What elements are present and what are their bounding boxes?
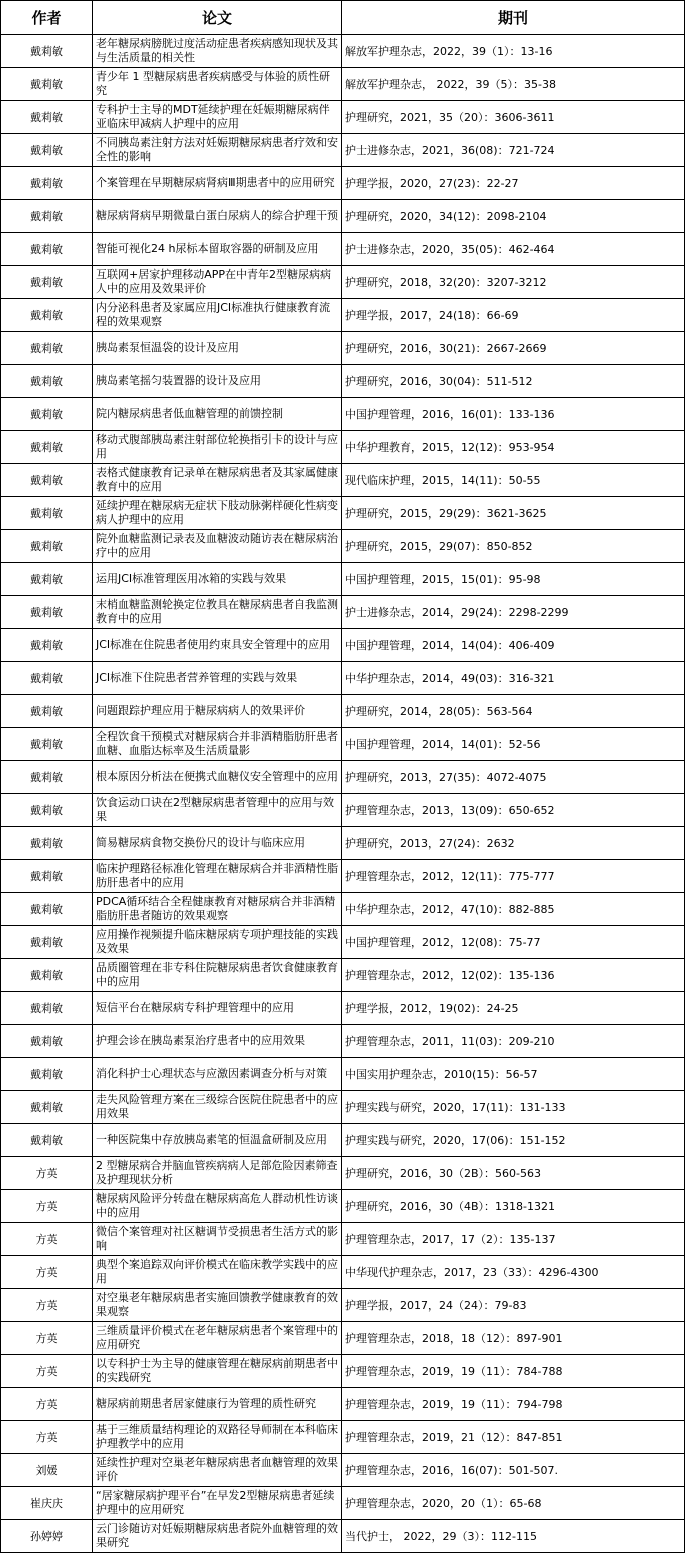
title-cell: 对空巢老年糖尿病患者实施回馈教学健康教育的效果观察 [93, 1289, 342, 1322]
title-cell: 胰岛素泵恒温袋的设计及应用 [93, 332, 342, 365]
journal-cell: 护理管理杂志，2012，12(02)：135-136 [342, 959, 685, 992]
author-cell: 戴莉敏 [1, 794, 93, 827]
journal-cell: 护士进修杂志，2014，29(24)：2298-2299 [342, 596, 685, 629]
author-cell: 戴莉敏 [1, 563, 93, 596]
journal-cell: 护理研究，2018，32(20)：3207-3212 [342, 266, 685, 299]
title-cell: 临床护理路径标准化管理在糖尿病合并非酒精性脂肪肝患者中的应用 [93, 860, 342, 893]
title-cell: 品质圈管理在非专科住院糖尿病患者饮食健康教育中的应用 [93, 959, 342, 992]
table-row [1, 1355, 685, 1388]
author-cell: 戴莉敏 [1, 200, 93, 233]
journal-cell: 当代护士， 2022，29（3）：112-115 [342, 1520, 685, 1553]
title-cell: 问题跟踪护理应用于糖尿病病人的效果评价 [93, 695, 342, 728]
journal-cell: 护理研究，2014，28(05)：563-564 [342, 695, 685, 728]
author-cell: 方英 [1, 1157, 93, 1190]
author-cell: 戴莉敏 [1, 959, 93, 992]
table-row [1, 959, 685, 992]
table-row [1, 695, 685, 728]
title-cell: 糖尿病前期患者居家健康行为管理的质性研究 [93, 1388, 342, 1421]
journal-cell: 护理管理杂志，2016，16(07)：501-507. [342, 1454, 685, 1487]
table-row [1, 1322, 685, 1355]
journal-cell: 护理研究，2020，34(12)：2098-2104 [342, 200, 685, 233]
author-cell: 戴莉敏 [1, 662, 93, 695]
author-cell: 方英 [1, 1355, 93, 1388]
author-cell: 方英 [1, 1223, 93, 1256]
table-row [1, 1190, 685, 1223]
author-cell: 戴莉敏 [1, 893, 93, 926]
author-cell: 戴莉敏 [1, 1058, 93, 1091]
author-cell: 戴莉敏 [1, 431, 93, 464]
title-cell: JCI标准在住院患者使用约束具安全管理中的应用 [93, 629, 342, 662]
table-row [1, 860, 685, 893]
journal-cell: 护理学报，2020，27(23)：22-27 [342, 167, 685, 200]
journal-cell: 解放军护理杂志，2022，39（1）：13-16 [342, 35, 685, 68]
title-cell: 表格式健康教育记录单在糖尿病患者及其家属健康教育中的应用 [93, 464, 342, 497]
author-cell: 戴莉敏 [1, 596, 93, 629]
table-row [1, 926, 685, 959]
journal-cell: 护理研究，2016，30(04)：511-512 [342, 365, 685, 398]
table-row [1, 1256, 685, 1289]
author-cell: 戴莉敏 [1, 992, 93, 1025]
table-row [1, 299, 685, 332]
title-cell: 护理会诊在胰岛素泵治疗患者中的应用效果 [93, 1025, 342, 1058]
journal-cell: 中国护理管理，2014，14(01)：52-56 [342, 728, 685, 761]
title-cell: 应用操作视频提升临床糖尿病专项护理技能的实践及效果 [93, 926, 342, 959]
table-row [1, 134, 685, 167]
journal-cell: 护理实践与研究，2020，17(11)：131-133 [342, 1091, 685, 1124]
journal-cell: 中华护理教育，2015，12(12)：953-954 [342, 431, 685, 464]
table-row [1, 1421, 685, 1454]
journal-cell: 护士进修杂志，2021，36(08)：721-724 [342, 134, 685, 167]
author-cell: 方英 [1, 1256, 93, 1289]
title-cell: 智能可视化24 h尿标本留取容器的研制及应用 [93, 233, 342, 266]
journal-cell: 护理管理杂志，2018，18（12）：897-901 [342, 1322, 685, 1355]
table-row [1, 794, 685, 827]
title-cell: 简易糖尿病食物交换份尺的设计与临床应用 [93, 827, 342, 860]
journal-cell: 护理管理杂志，2013，13(09)：650-652 [342, 794, 685, 827]
journal-cell: 中华护理杂志，2012，47(10)：882-885 [342, 893, 685, 926]
journal-cell: 护理研究，2015，29(07)：850-852 [342, 530, 685, 563]
table-row [1, 728, 685, 761]
table-row [1, 563, 685, 596]
title-cell: 基于三维质量结构理论的双路径导师制在本科临床护理教学中的应用 [93, 1421, 342, 1454]
journal-cell: 护理管理杂志，2019，21（12）：847-851 [342, 1421, 685, 1454]
title-cell: 运用JCI标准管理医用冰箱的实践与效果 [93, 563, 342, 596]
table-row [1, 167, 685, 200]
journal-cell: 中国实用护理杂志，2010(15)：56-57 [342, 1058, 685, 1091]
author-cell: 戴莉敏 [1, 860, 93, 893]
journal-cell: 护理研究，2015，29(29)：3621-3625 [342, 497, 685, 530]
table-row [1, 761, 685, 794]
table-row [1, 398, 685, 431]
author-cell: 孙婷婷 [1, 1520, 93, 1553]
table-row [1, 365, 685, 398]
journal-cell: 护理管理杂志，2020，20（1）：65-68 [342, 1487, 685, 1520]
title-cell: 根本原因分析法在便携式血糖仪安全管理中的应用 [93, 761, 342, 794]
table-row [1, 101, 685, 134]
title-cell: 院外血糖监测记录表及血糖波动随访表在糖尿病治疗中的应用 [93, 530, 342, 563]
title-cell: 胰岛素笔摇匀装置器的设计及应用 [93, 365, 342, 398]
header-title: 论文 [93, 1, 342, 35]
table-row [1, 992, 685, 1025]
author-cell: 戴莉敏 [1, 35, 93, 68]
author-cell: 戴莉敏 [1, 761, 93, 794]
author-cell: 戴莉敏 [1, 233, 93, 266]
title-cell: 延续护理在糖尿病无症状下肢动脉粥样硬化性病变病人护理中的应用 [93, 497, 342, 530]
header-author: 作者 [1, 1, 93, 35]
table-row [1, 1025, 685, 1058]
title-cell: JCI标准下住院患者营养管理的实践与效果 [93, 662, 342, 695]
title-cell: 延续性护理对空巢老年糖尿病患者血糖管理的效果评价 [93, 1454, 342, 1487]
title-cell: 消化科护士心理状态与应激因素调查分析与对策 [93, 1058, 342, 1091]
title-cell: 内分泌科患者及家属应用JCI标准执行健康教育流程的效果观察 [93, 299, 342, 332]
table-row [1, 233, 685, 266]
author-cell: 刘媛 [1, 1454, 93, 1487]
table-row [1, 1124, 685, 1157]
table-row [1, 1157, 685, 1190]
journal-cell: 中国护理管理，2015，15(01)：95-98 [342, 563, 685, 596]
author-cell: 戴莉敏 [1, 68, 93, 101]
author-cell: 戴莉敏 [1, 1025, 93, 1058]
title-cell: 老年糖尿病膀胱过度活动症患者疾病感知现状及其与生活质量的相关性 [93, 35, 342, 68]
journal-cell: 护理研究，2016，30(21)：2667-2669 [342, 332, 685, 365]
author-cell: 方英 [1, 1190, 93, 1223]
author-cell: 方英 [1, 1289, 93, 1322]
title-cell: 云门诊随访对妊娠期糖尿病患者院外血糖管理的效果研究 [93, 1520, 342, 1553]
header-journal: 期刊 [342, 1, 685, 35]
title-cell: 专科护士主导的MDT延续护理在妊娠期糖尿病伴亚临床甲减病人护理中的应用 [93, 101, 342, 134]
author-cell: 戴莉敏 [1, 926, 93, 959]
journal-cell: 护理管理杂志，2019，19（11）：794-798 [342, 1388, 685, 1421]
title-cell: 典型个案追踪双向评价模式在临床教学实践中的应用 [93, 1256, 342, 1289]
author-cell: 戴莉敏 [1, 629, 93, 662]
table-row [1, 1388, 685, 1421]
title-cell: 院内糖尿病患者低血糖管理的前馈控制 [93, 398, 342, 431]
journal-cell: 中华现代护理杂志，2017，23（33）：4296-4300 [342, 1256, 685, 1289]
author-cell: 戴莉敏 [1, 1091, 93, 1124]
journal-cell: 护理学报，2012，19(02)：24-25 [342, 992, 685, 1025]
title-cell: 移动式腹部胰岛素注射部位轮换指引卡的设计与应用 [93, 431, 342, 464]
title-cell: 饮食运动口诀在2型糖尿病患者管理中的应用与效果 [93, 794, 342, 827]
journal-cell: 护理研究，2013，27(35)：4072-4075 [342, 761, 685, 794]
journal-cell: 护士进修杂志，2020，35(05)：462-464 [342, 233, 685, 266]
journal-cell: 中华护理杂志，2014，49(03)：316-321 [342, 662, 685, 695]
title-cell: 不同胰岛素注射方法对妊娠期糖尿病患者疗效和安全性的影响 [93, 134, 342, 167]
journal-cell: 中国护理管理，2012，12(08)：75-77 [342, 926, 685, 959]
title-cell: 三维质量评价模式在老年糖尿病患者个案管理中的应用研究 [93, 1322, 342, 1355]
journal-cell: 护理研究，2021，35（20）：3606-3611 [342, 101, 685, 134]
journal-cell: 护理实践与研究，2020，17(06)：151-152 [342, 1124, 685, 1157]
table-row [1, 893, 685, 926]
title-cell: 糖尿病肾病早期微量白蛋白尿病人的综合护理干预 [93, 200, 342, 233]
author-cell: 戴莉敏 [1, 134, 93, 167]
author-cell: 戴莉敏 [1, 530, 93, 563]
title-cell: 互联网+居家护理移动APP在中青年2型糖尿病病人中的应用及效果评价 [93, 266, 342, 299]
author-cell: 戴莉敏 [1, 365, 93, 398]
author-cell: 方英 [1, 1388, 93, 1421]
title-cell: 一种医院集中存放胰岛素笔的恒温盒研制及应用 [93, 1124, 342, 1157]
table-row [1, 332, 685, 365]
title-cell: 全程饮食干预模式对糖尿病合并非酒精脂肪肝患者血糖、血脂达标率及生活质量影 [93, 728, 342, 761]
title-cell: 青少年 1 型糖尿病患者疾病感受与体验的质性研究 [93, 68, 342, 101]
title-cell: 糖尿病风险评分转盘在糖尿病高危人群动机性访谈中的应用 [93, 1190, 342, 1223]
author-cell: 戴莉敏 [1, 332, 93, 365]
title-cell: 微信个案管理对社区糖调节受损患者生活方式的影响 [93, 1223, 342, 1256]
table-row [1, 1091, 685, 1124]
table-body [1, 35, 685, 1553]
table-row [1, 1058, 685, 1091]
author-cell: 戴莉敏 [1, 266, 93, 299]
journal-cell: 解放军护理杂志， 2022，39（5）：35-38 [342, 68, 685, 101]
table-row [1, 1520, 685, 1553]
title-cell: “居家糖尿病护理平台”在早发2型糖尿病患者延续护理中的应用研究 [93, 1487, 342, 1520]
table-row [1, 827, 685, 860]
table-row [1, 1289, 685, 1322]
journal-cell: 护理管理杂志，2012，12(11)：775-777 [342, 860, 685, 893]
journal-cell: 护理研究，2013，27(24)：2632 [342, 827, 685, 860]
table-row [1, 530, 685, 563]
journal-cell: 现代临床护理，2015，14(11)：50-55 [342, 464, 685, 497]
author-cell: 戴莉敏 [1, 167, 93, 200]
title-cell: 走失风险管理方案在三级综合医院住院患者中的应用效果 [93, 1091, 342, 1124]
author-cell: 崔庆庆 [1, 1487, 93, 1520]
table-row [1, 35, 685, 68]
table-row [1, 200, 685, 233]
table-row [1, 266, 685, 299]
table-row [1, 68, 685, 101]
title-cell: 末梢血糖监测轮换定位教具在糖尿病患者自我监测教育中的应用 [93, 596, 342, 629]
table-row [1, 497, 685, 530]
journal-cell: 护理学报，2017，24(18)：66-69 [342, 299, 685, 332]
title-cell: 以专科护士为主导的健康管理在糖尿病前期患者中的实践研究 [93, 1355, 342, 1388]
table-row [1, 1223, 685, 1256]
journal-cell: 护理学报，2017，24（24）：79-83 [342, 1289, 685, 1322]
author-cell: 戴莉敏 [1, 299, 93, 332]
title-cell: 个案管理在早期糖尿病肾病Ⅲ期患者中的应用研究 [93, 167, 342, 200]
author-cell: 戴莉敏 [1, 1124, 93, 1157]
author-cell: 方英 [1, 1421, 93, 1454]
table-row [1, 464, 685, 497]
journal-cell: 护理研究，2016，30（4B）：1318-1321 [342, 1190, 685, 1223]
author-cell: 方英 [1, 1322, 93, 1355]
journal-cell: 中国护理管理，2014，14(04)：406-409 [342, 629, 685, 662]
author-cell: 戴莉敏 [1, 398, 93, 431]
journal-cell: 护理管理杂志，2019，19（11）：784-788 [342, 1355, 685, 1388]
title-cell: PDCA循环结合全程健康教育对糖尿病合并非酒精脂肪肝患者随访的效果观察 [93, 893, 342, 926]
author-cell: 戴莉敏 [1, 695, 93, 728]
author-cell: 戴莉敏 [1, 497, 93, 530]
table-row [1, 1454, 685, 1487]
journal-cell: 护理研究，2016，30（2B）：560-563 [342, 1157, 685, 1190]
table-row [1, 431, 685, 464]
author-cell: 戴莉敏 [1, 464, 93, 497]
table-row [1, 662, 685, 695]
table-row [1, 1487, 685, 1520]
table-row [1, 596, 685, 629]
author-cell: 戴莉敏 [1, 827, 93, 860]
author-cell: 戴莉敏 [1, 101, 93, 134]
journal-cell: 护理管理杂志，2011，11(03)：209-210 [342, 1025, 685, 1058]
author-cell: 戴莉敏 [1, 728, 93, 761]
journal-cell: 护理管理杂志，2017，17（2）：135-137 [342, 1223, 685, 1256]
title-cell: 短信平台在糖尿病专科护理管理中的应用 [93, 992, 342, 1025]
journal-cell: 中国护理管理，2016，16(01)：133-136 [342, 398, 685, 431]
title-cell: 2 型糖尿病合并脑血管疾病病人足部危险因素筛查及护理现状分析 [93, 1157, 342, 1190]
header-row [1, 1, 685, 35]
table-row [1, 629, 685, 662]
